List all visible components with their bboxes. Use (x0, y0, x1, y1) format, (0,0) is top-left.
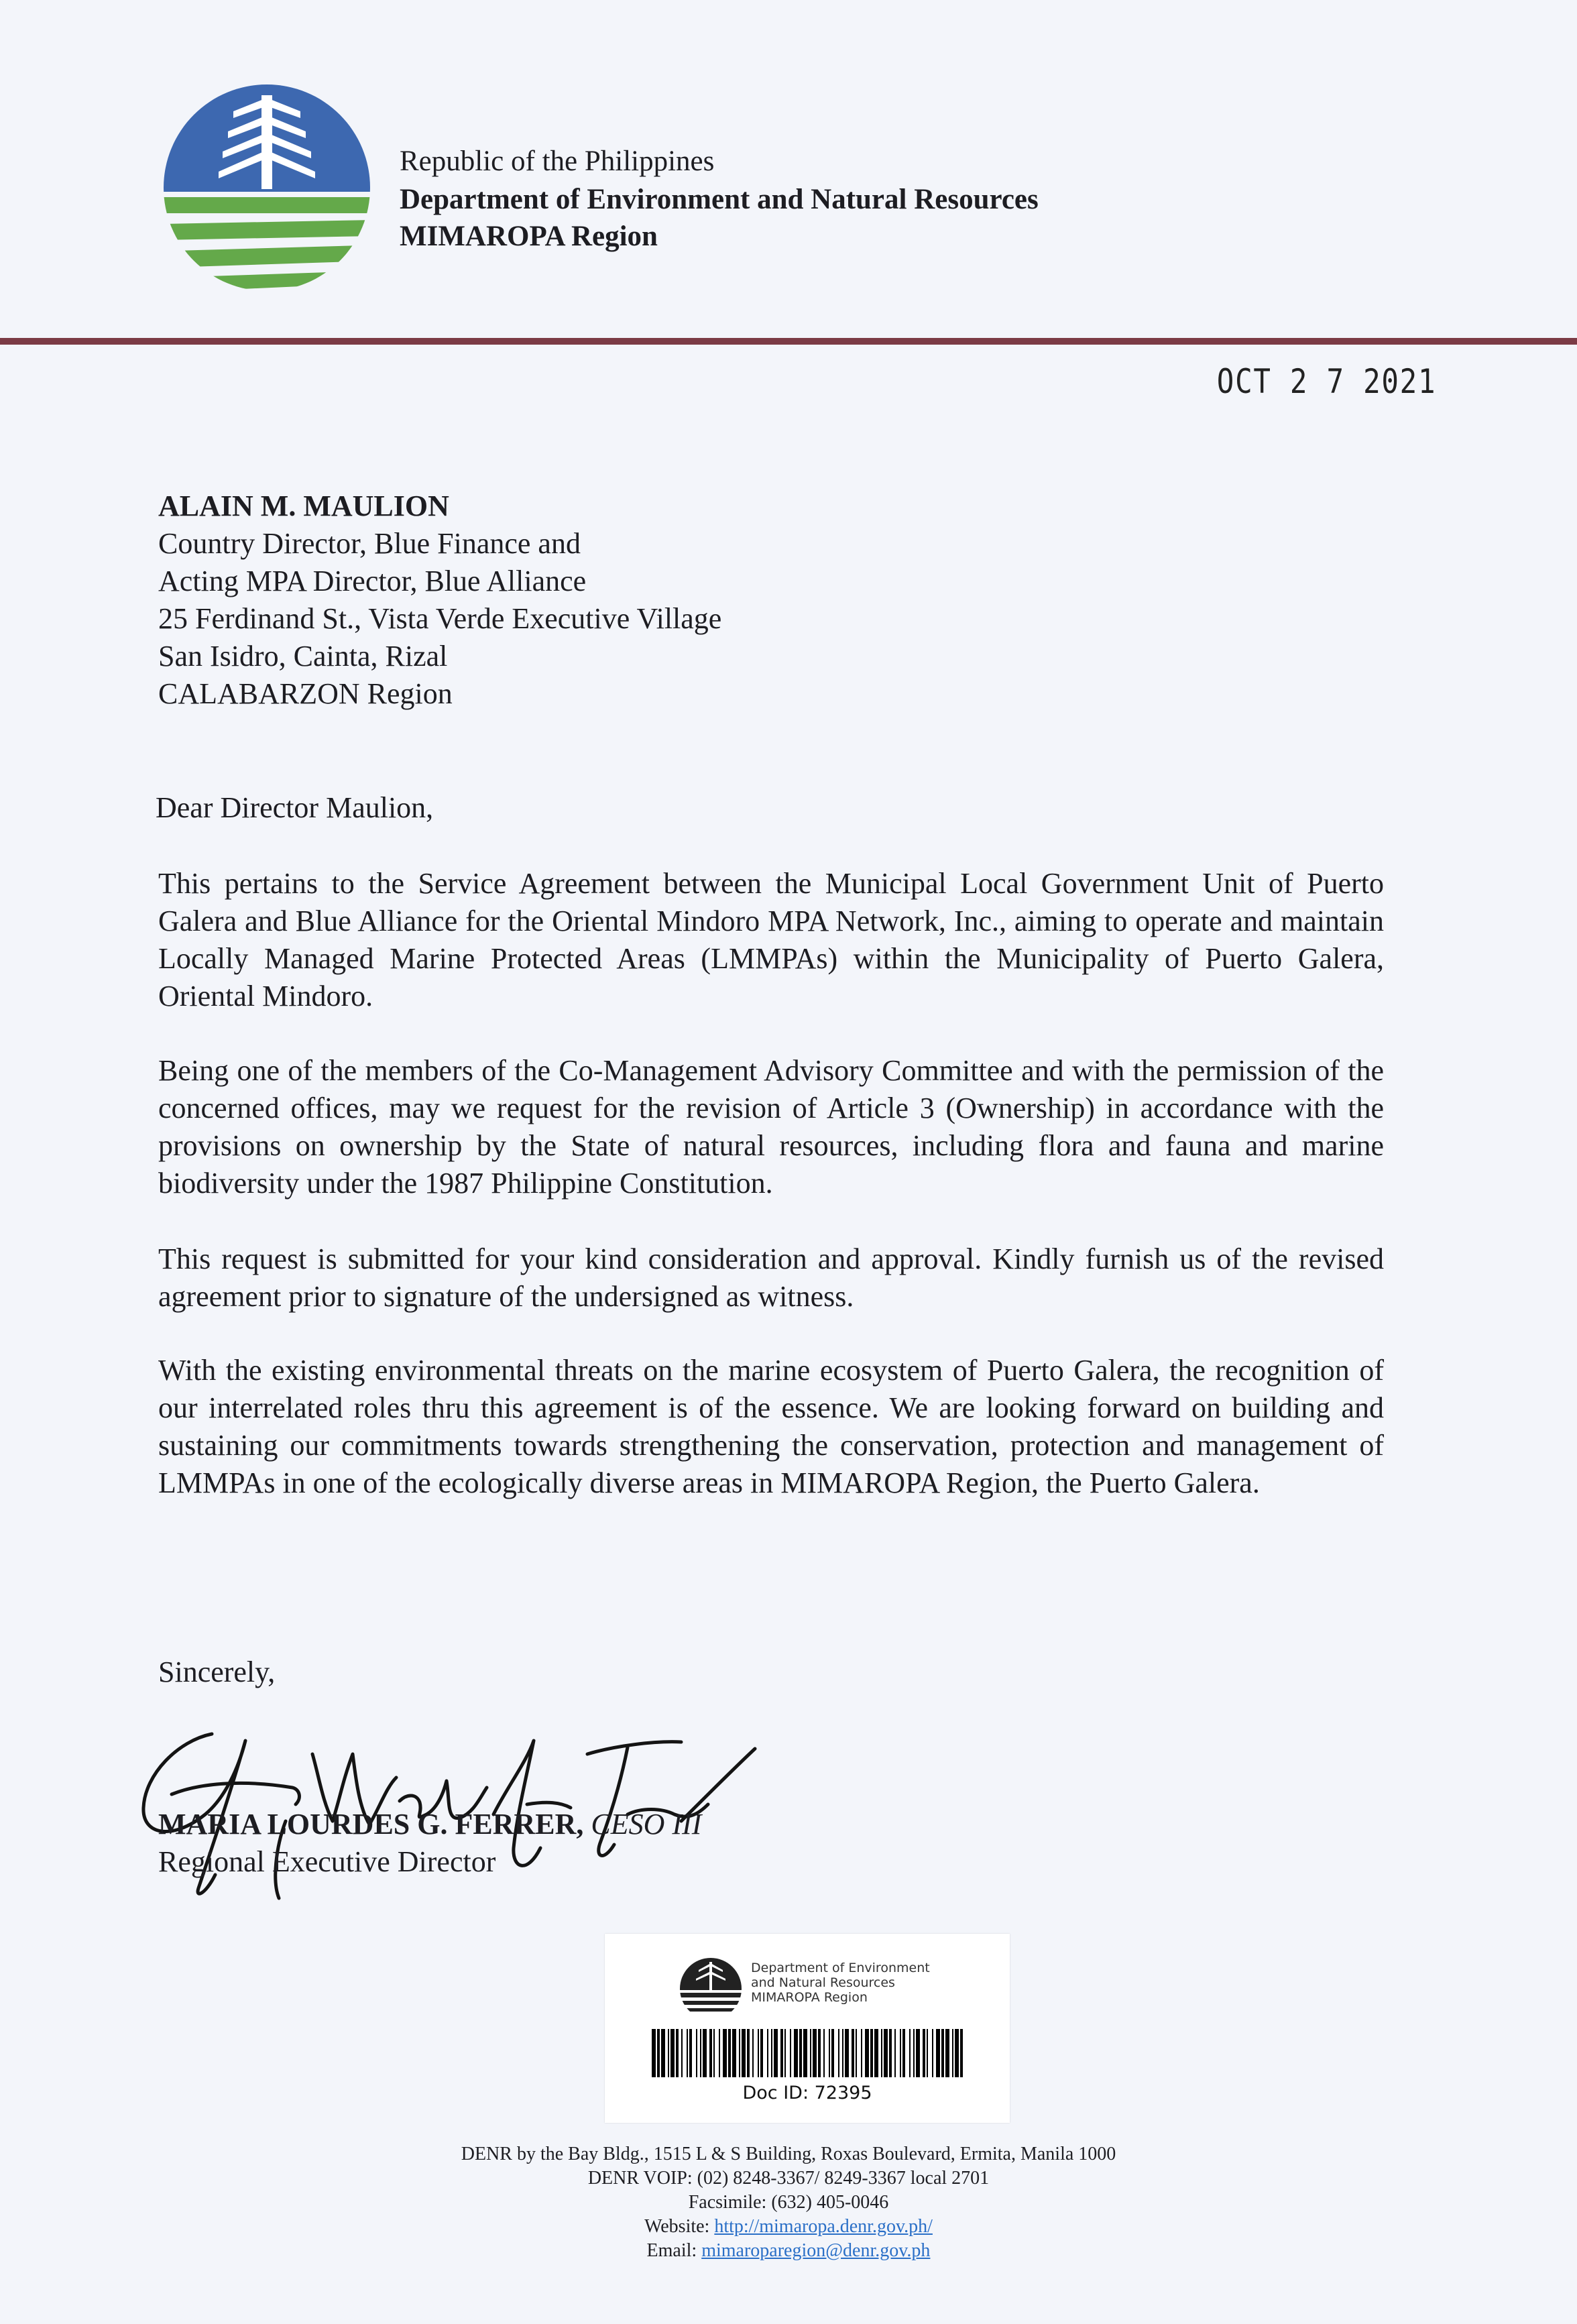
footer-fax: Facsimile: (632) 405-0046 (688, 2192, 889, 2213)
recipient-line: CALABARZON Region (158, 677, 453, 710)
body-paragraph: With the existing environmental threats on the marine ecosystem of Puerto Galera, the recognition of our interrelated roles thru this agreement is of the essence. We are looking forward on building and sustaining our commitments towards strengthening the conservation, protection and management of LMMPAs in one of the ecologically diverse areas in MIMAROPA Region, the Puerto Galera. (158, 1354, 1384, 1499)
footer-website-label: Website: (644, 2216, 710, 2237)
footer-voip: DENR VOIP: (02) 8248-3367/ 8249-3367 local 2701 (587, 2168, 990, 2189)
body-paragraph: This request is submitted for your kind consideration and approval. Kindly furnish us of the revised agreement prior to signature of the undersigned as witness. (158, 1242, 1384, 1313)
letterhead-department: Department of Environment and Natural Resources (400, 184, 1039, 215)
email-link[interactable]: mimaroparegion@denr.gov.ph (701, 2240, 931, 2261)
sticker-line: Department of Environment (751, 1961, 930, 1975)
body-paragraph: This pertains to the Service Agreement between the Municipal Local Government Unit of Puerto Galera and Blue Alliance for the Oriental Mindoro MPA Network, Inc., aiming to operate and maintain Locally Managed Marine Protected Areas (LMMPAs) within the Municipality of Puerto Galera, Oriental Mindoro. (158, 867, 1384, 1012)
footer-address: DENR by the Bay Bldg., 1515 L & S Building, Roxas Boulevard, Ermita, Manila 1000 (461, 2144, 1116, 2164)
sticker-line: MIMAROPA Region (751, 1990, 868, 2005)
sticker-line: and Natural Resources (751, 1975, 895, 1990)
body-paragraph: Being one of the members of the Co-Management Advisory Committee and with the permission of the concerned offices, may we request for the revision of Article 3 (Ownership) in accordance with the provisions on ownership by the State of natural resources, including flora and fauna and marine biodiversity under the 1987 Philippine Constitution. (158, 1054, 1384, 1200)
footer-website (0, 2215, 1577, 2239)
letterhead-region: MIMAROPA Region (400, 221, 658, 252)
salutation: Dear Director Maulion, (156, 791, 434, 824)
recipient-line: Acting MPA Director, Blue Alliance (158, 565, 587, 597)
closing: Sincerely, (158, 1655, 276, 1688)
letterhead-republic: Republic of the Philippines (400, 146, 715, 177)
signer-name-text: MARIA LOURDES G. FERRER, (158, 1808, 584, 1841)
signer-title: Regional Executive Director (158, 1845, 496, 1878)
recipient-name: ALAIN M. MAULION (158, 489, 449, 522)
website-link[interactable]: http://mimaropa.denr.gov.ph/ (714, 2216, 933, 2237)
date-stamp: OCT 2 7 2021 (1216, 362, 1436, 401)
denr-logo-icon (161, 82, 373, 294)
recipient-line: Country Director, Blue Finance and (158, 527, 581, 560)
signer-suffix: CESO III (591, 1808, 702, 1841)
header-rule (0, 338, 1577, 345)
barcode-icon (652, 2029, 963, 2077)
barcode-sticker (605, 1934, 1010, 2123)
signer-name (158, 1806, 701, 1843)
footer-email (0, 2239, 1577, 2263)
footer-email-label: Email: (646, 2240, 697, 2261)
recipient-line: 25 Ferdinand St., Vista Verde Executive Village (158, 602, 722, 635)
recipient-line: San Isidro, Cainta, Rizal (158, 640, 448, 673)
denr-logo-icon (679, 1957, 743, 2021)
doc-id: Doc ID: 72395 (742, 2083, 872, 2103)
